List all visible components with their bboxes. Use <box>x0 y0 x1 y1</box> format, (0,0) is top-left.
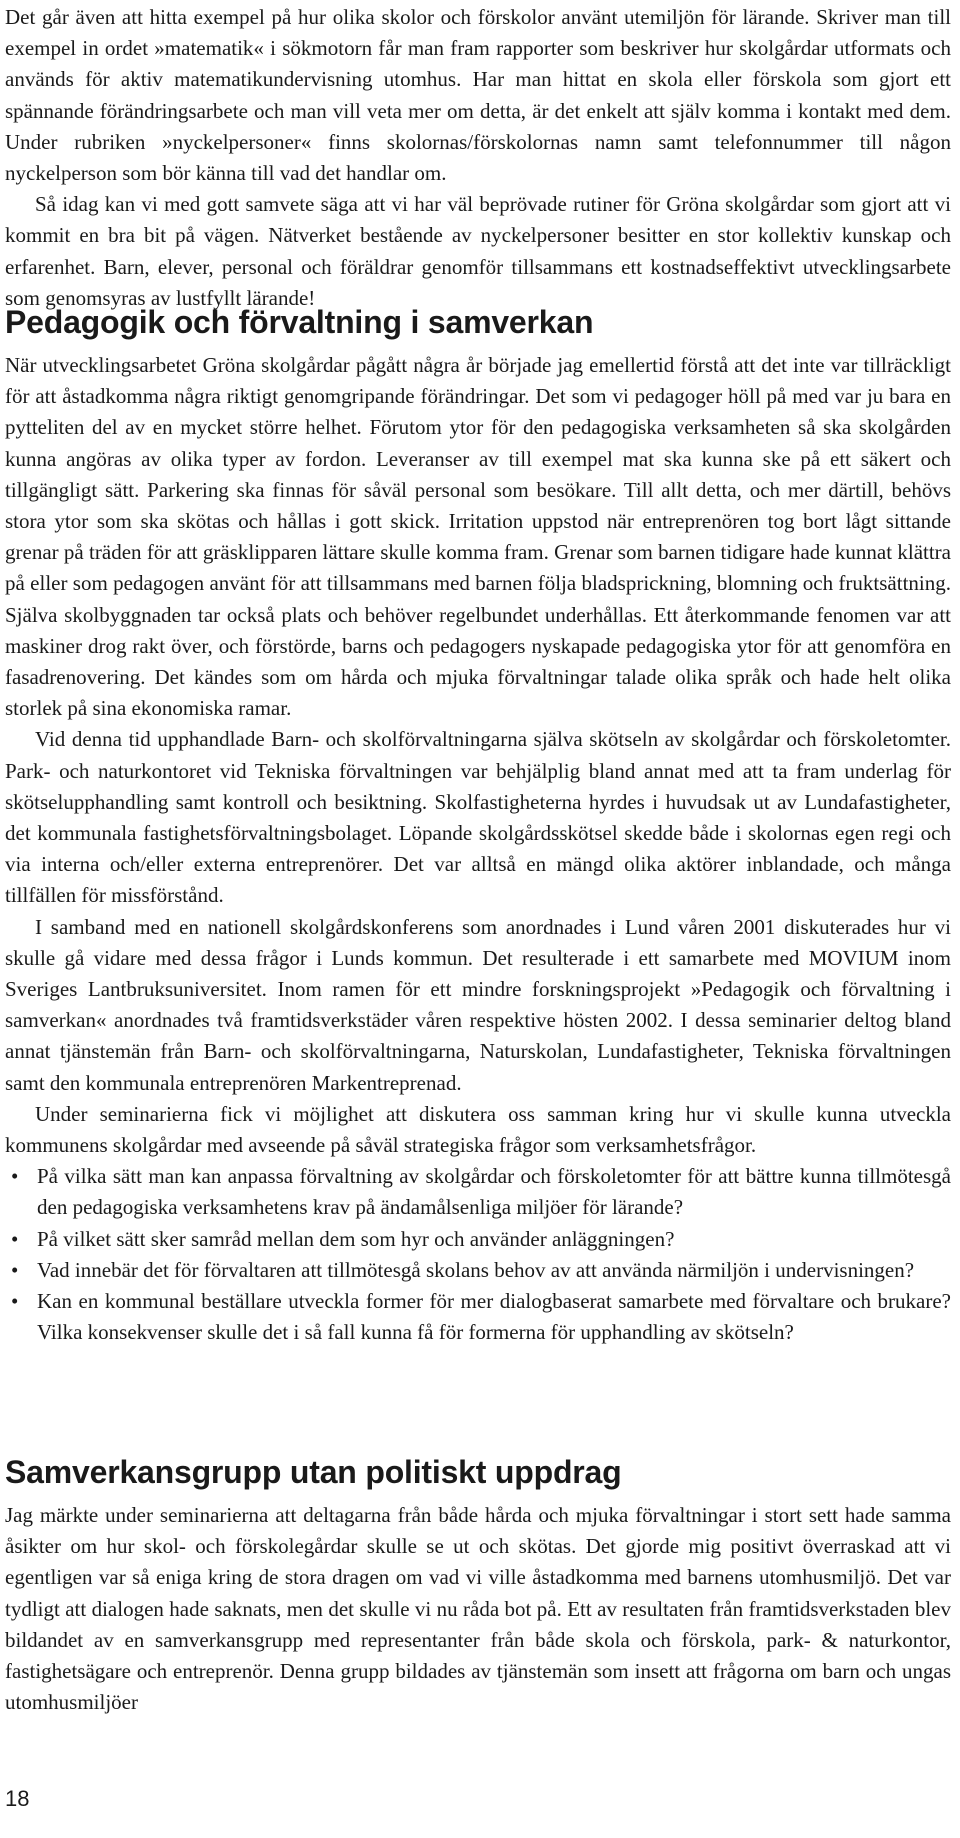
page-number: 18 <box>5 1786 30 1811</box>
section-1-body <box>5 350 951 1349</box>
intro-paragraph-1: Det går även att hitta exempel på hur olika skolor och förskolor använt utemiljön för lärande. Skriver man till exempel in ordet »matematik« i sökmotorn får man fram rapporter som beskriver hur skolgårdar utformats och används för aktiv matematikundervisning utomhus. Har man hittat en skola eller förskola som gjort ett spännande förändringsarbete och man vill veta mer om detta, är det enkelt att själv komma i kontakt med dem. Under rubriken »nyckelpersoner« finns skolornas/förskolornas namn samt telefonnummer till någon nyckelperson som bör känna till vad det handlar om. <box>5 5 951 186</box>
section-2-paragraph-1: Jag märkte under seminarierna att deltagarna från både hårda och mjuka förvaltningar i stort sett hade samma åsikter om hur skol- och förskolegårdar skulle se ut och skötas. Det gjorde mig positivt överraskad att vi egentligen var så eniga kring de stora dragen om vad vi ville åstadkomma med barnens utomhusmiljö. Det var tydligt att dialogen hade saknats, men det skulle vi nu råda bot på. Ett av resultaten från framtidsverkstaden blev bildandet av en samverkansgrupp med representanter från både skola och förskola, park- & naturkontor, fastighetsägare och entreprenör. Denna grupp bildades av tjänstemän som insett att frågorna om barn och ungas utomhusmiljöer <box>5 1503 951 1715</box>
section-heading-samverkansgrupp: Samverkansgrupp utan politiskt uppdrag <box>5 1454 622 1490</box>
section-1-paragraph-1: När utvecklingsarbetet Gröna skolgårdar pågått några år började jag emellertid förstå att det inte var tillräckligt för att åstadkomma några riktigt genomgripande förändringar. Det som vi pedagoger höll på med var ju bara en pytteliten del av en mycket större helhet. Förutom ytor för den pedagogiska verksamheten så ska skolgården kunna angöras av olika typer av fordon. Leveranser av till exempel mat ska kunna ske på ett säkert och tillgängligt sätt. Parkering ska finnas för såväl personal som besökare. Till allt detta, och mer därtill, behövs stora ytor som ska skötas och hållas i gott skick. Irritation uppstod när entreprenören tog bort lågt sittande grenar på träden för att gräsklipparen lättare skulle komma fram. Grenar som barnen tidigare hade kunnat klättra på eller som pedagogen använt för att tillsammans med barnen följa bladsprickning, blomning och fruktsättning. Själva skolbyggnaden tar också plats och behöver regelbundet underhållas. Ett återkommande fenomen var att maskiner drog rakt över, och förstörde, barns och pedagogers nyskapade pedagogiska ytor för att genomföra en fasadrenovering. Det kändes som om hårda och mjuka förvaltningar talade olika språk och hade helt olika storlek på sina ekonomiska ramar. <box>5 353 951 721</box>
question-list-item: • På vilka sätt man kan anpassa förvaltning av skolgårdar och förskoletomter för att bättre kunna tillmötesgå den pedagogiska verksamhetens krav på ändamålsenliga miljöer för lärande? <box>5 1161 951 1223</box>
intro-text <box>5 2 951 314</box>
section-1-paragraph-4: Under seminarierna fick vi möjlighet att diskutera oss samman kring hur vi skulle kunna utveckla kommunens skolgårdar med avseende på såväl strategiska frågor som verksamhetsfrågor. <box>5 1101 951 1158</box>
section-2-body <box>5 1500 951 1718</box>
section-heading-pedagogik: Pedagogik och förvaltning i samverkan <box>5 304 594 340</box>
question-list-item: • På vilket sätt sker samråd mellan dem som hyr och använder anläggningen? <box>5 1224 951 1255</box>
intro-paragraph-2: Så idag kan vi med gott samvete säga att vi har väl beprövade rutiner för Gröna skolgårdar som gjort att vi kommit en bra bit på vägen. Nätverket bestående av nyckelpersoner besitter en stor kollektiv kunskap och erfarenhet. Barn, elever, personal och föräldrar genomför tillsammans ett kostnadseffektivt utvecklingsarbete som genomsyras av lustfyllt lärande! <box>5 192 951 310</box>
question-list-item: • Vad innebär det för förvaltaren att tillmötesgå skolans behov av att använda närmiljön i undervisningen? <box>5 1255 951 1286</box>
question-list-item: • Kan en kommunal beställare utveckla former för mer dialogbaserat samarbete med förvaltare och brukare? Vilka konsekvenser skulle det i så fall kunna få för formerna för upphandling av skötseln? <box>5 1286 951 1348</box>
question-list <box>5 1161 951 1348</box>
section-1-paragraph-2: Vid denna tid upphandlade Barn- och skolförvaltningarna själva skötseln av skolgårdar och förskoletomter. Park- och naturkontoret vid Tekniska förvaltningen var behjälplig bland annat med att ta fram underlag för skötselupphandling samt kontroll och besiktning. Skolfastigheterna hyrdes i huvudsak ut av Lundafastigheter, det kommunala fastighetsförvaltningsbolaget. Löpande skolgårdsskötsel skedde både i skolornas egen regi och via interna och/eller externa entreprenörer. Det var alltså en mängd olika aktörer inblandade, och många tillfällen för missförstånd. <box>5 727 951 908</box>
section-1-paragraph-3: I samband med en nationell skolgårdskonferens som anordnades i Lund våren 2001 diskuterades hur vi skulle gå vidare med dessa frågor i Lunds kommun. Det resulterade i ett samarbete med MOVIUM inom Sveriges Lantbruksuniversitet. Inom ramen för ett mindre forskningsprojekt »Pedagogik och förvaltning i samverkan« anordnades två framtidsverkstäder våren respektive hösten 2002. I dessa seminarier deltog bland annat tjänstemän från Barn- och skolförvaltningarna, Naturskolan, Lundafastigheter, Tekniska förvaltningen samt den kommunala entreprenören Markentreprenad. <box>5 914 951 1095</box>
